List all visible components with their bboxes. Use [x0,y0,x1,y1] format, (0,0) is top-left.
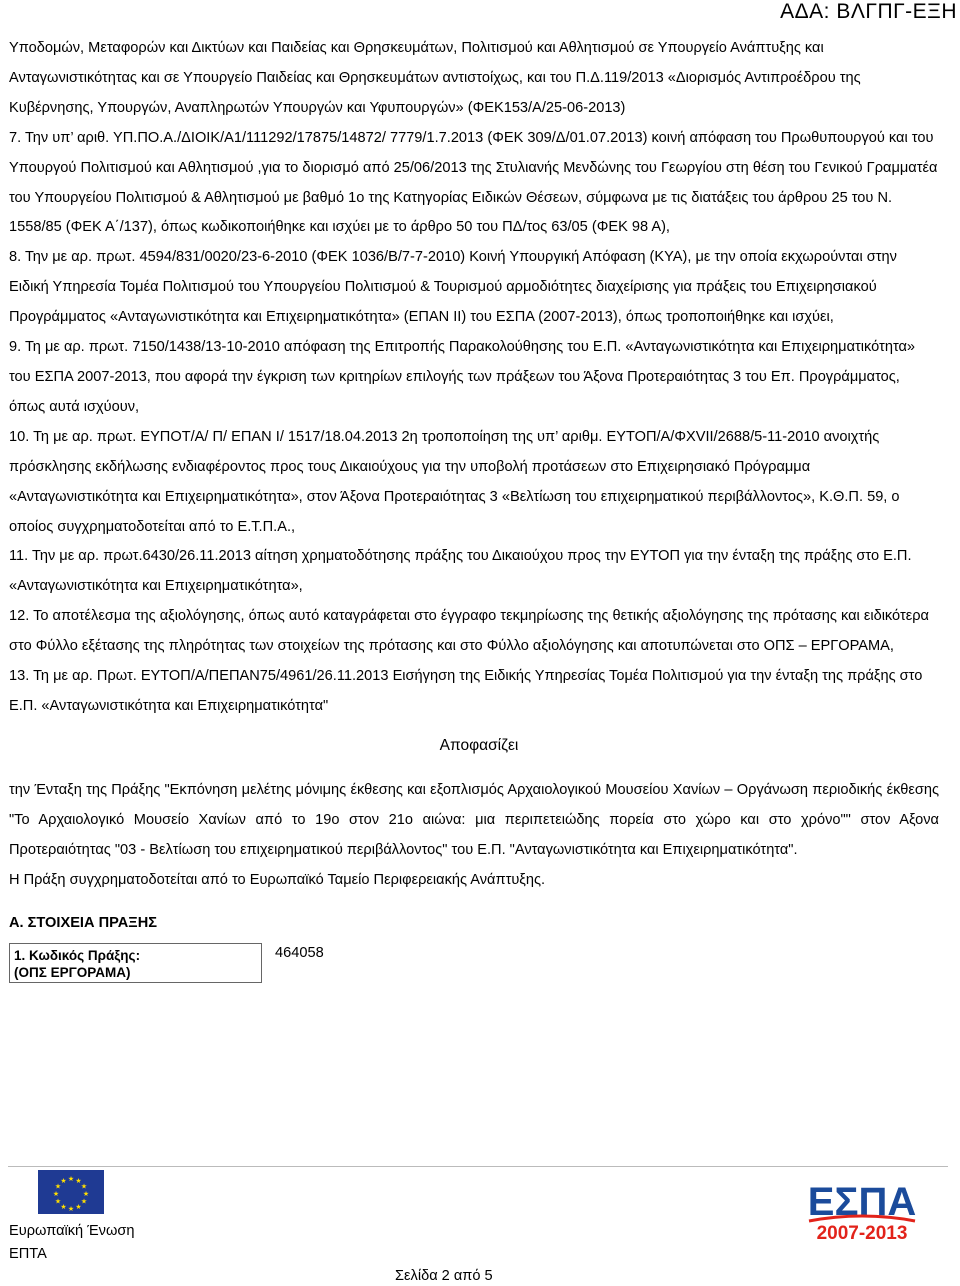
paragraph-10: 10. Τη με αρ. πρωτ. ΕΥΠΟΤ/Α/ Π/ ΕΠΑΝ Ι/ 1517/18.04.2013 2η τροποποίηση της υπ’ αριθμ. ΕΥΤΟΠ/Α/ΦΧVII/2688/5-11-2010 ανοιχτής πρόσκλησης εκδήλωσης ενδιαφέροντος προς τους Δικαιούχους για την υποβολή προτάσεων στο Επιχειρησιακό Πρόγραμμα «Ανταγωνιστικότητα και Επιχειρηματικότητα», στον Άξονα Προτεραιότητας 3 «Βελτίωση του επιχειρηματικού περιβάλλοντος», Κ.Θ.Π. 59, ο οποίος συγχρηματοδοτείται από το Ε.Τ.Π.Α., [9,428,900,535]
eu-flag-icon [38,1170,104,1219]
svg-text:★: ★ [75,1203,82,1211]
paragraph-13: 13. Τη με αρ. Πρωτ. ΕΥΤΟΠ/Α/ΠΕΠΑΝ75/4961/26.11.2013 Εισήγηση της Ειδικής Υπηρεσίας Τομέα Πολιτισμού για την ένταξη της πράξης στο Ε.Π. «Ανταγωνιστικότητα και Επιχειρηματικότητα" [9,668,923,714]
svg-text:★: ★ [80,1182,88,1191]
european-union-label: Ευρωπαϊκή Ένωση [9,1223,135,1239]
svg-text:★: ★ [54,1182,62,1191]
project-code-label-line2: (ΟΠΣ ΕΡΓΟΡΑΜΑ) [14,965,131,981]
svg-text:★: ★ [75,1177,82,1185]
svg-text:★: ★ [60,1177,67,1185]
svg-text:★: ★ [60,1203,67,1211]
project-code-label [9,943,262,983]
espa-logo-years: 2007-2013 [816,1223,908,1244]
svg-text:★: ★ [54,1197,62,1206]
project-code-label-line1: 1. Κωδικός Πράξης: [14,948,141,964]
svg-text:★: ★ [52,1190,60,1198]
svg-text:★: ★ [67,1175,75,1183]
espa-logo [803,1171,921,1251]
decision-funding: Η Πράξη συγχρηματοδοτείται από το Ευρωπαϊκό Ταμείο Περιφερειακής Ανάπτυξης. [9,871,546,888]
ada-code: ΑΔΑ: ΒΛΓΠΓ-ΕΞΗ [780,0,957,23]
svg-text:★: ★ [82,1190,90,1198]
page-number: Σελίδα 2 από 5 [395,1268,493,1284]
svg-text:★: ★ [67,1205,75,1213]
eu-label [9,1220,134,1266]
svg-text:★: ★ [80,1197,88,1206]
paragraph-12: 12. Το αποτέλεσμα της αξιολόγησης, όπως αυτό καταγράφεται στο έγγραφο τεκμηρίωσης της θετικής αξιολόγησης της πρότασης και ειδικότερα στο Φύλλο εξέτασης της πληρότητας των στοιχείων της πρότασης και στο Φύλλο αξιολόγησης και αποτυπώνεται στο ΟΠΣ – ΕΡΓΟΡΑΜΑ, [9,608,929,655]
espa-label: ΕΠΤΑ [9,1246,47,1262]
document-body [9,34,939,985]
paragraph-11: 11. Την με αρ. πρωτ.6430/26.11.2013 αίτηση χρηματοδότησης πράξης του Δικαιούχου προς την ΕΥΤΟΠ για την ένταξη της πράξης στο Ε.Π. «Ανταγωνιστικότητα και Επιχειρηματικότητα», [9,548,912,595]
paragraph-8: 8. Την με αρ. πρωτ. 4594/831/0020/23-6-2010 (ΦΕΚ 1036/Β/7-7-2010) Κοινή Υπουργική Απόφαση (ΚΥΑ), με την οποία εκχωρούνται στην Ειδική Υπηρεσία Τομέα Πολιτισμού του Υπουργείου Πολιτισμού & Τουρισμού αρμοδιότητες διαχείρισης για πράξεις του Επιχειρησιακού Προγράμματος «Ανταγωνιστικότητα και Επιχειρηματικότητα» (ΕΠΑΝ ΙΙ) του ΕΣΠΑ (2007-2013), όπως τροποποιήθηκε και ισχύει, [9,249,897,326]
project-code-value: 464058 [275,945,324,962]
paragraph-9: 9. Τη με αρ. πρωτ. 7150/1438/13-10-2010 απόφαση της Επιτροπής Παρακολούθησης του Ε.Π. «Ανταγωνιστικότητα και Επιχειρηματικότητα» του ΕΣΠΑ 2007-2013, που αφορά την έγκριση των κριτηρίων επιλογής των πράξεων του Άξονα Προτεραιότητας 3 του Επ. Προγράμματος, όπως αυτά ισχύουν, [9,339,916,415]
footer-divider [8,1166,948,1167]
project-code-table [9,943,939,985]
paragraph-7: 7. Την υπ’ αριθ. ΥΠ.ΠΟ.Α./ΔΙΟΙΚ/Α1/111292/17875/14872/ 7779/1.7.2013 (ΦΕΚ 309/Δ/01.07.2013) κοινή απόφαση του Πρωθυπουργού και του Υπουργού Πολιτισμού και Αθλητισμού ,για το διορισμό από 25/06/2013 της Στυλιανής Μενδώνης του Γεωργίου στη θέση του Γενικού Γραμματέα του Υπουργείου Πολιτισμού & Αθλητισμού με βαθμό 1ο της Κατηγορίας Ειδικών Θέσεων, σύμφωνα με τις διατάξεις του άρθρου 25 του Ν. 1558/85 (ΦΕΚ Α΄/137), όπως κωδικοποιήθηκε και ισχύει με το άρθρο 50 του ΠΔ/τος 63/05 (ΦΕΚ 98 Α), [9,129,938,236]
decision-heading: Αποφασίζει [439,736,519,754]
section-a-title: Α. ΣΤΟΙΧΕΙΑ ΠΡΑΞΗΣ [9,915,157,932]
paragraph-6-continued: Υποδομών, Μεταφορών και Δικτύων και Παιδείας και Θρησκευμάτων, Πολιτισμού και Αθλητισμού σε Υπουργείο Ανάπτυξης και Ανταγωνιστικότητας και σε Υπουργείο Παιδείας και Θρησκευμάτων αντιστοίχως, και του Π.Δ.119/2013 «Διορισμός Αντιπροέδρου της Κυβέρνησης, Υπουργών, Αναπληρωτών Υπουργών και Υφυπουργών» (ΦΕΚ153/Α/25-06-2013) [9,40,861,116]
decision-text: την Ένταξη της Πράξης "Εκπόνηση μελέτης μόνιμης έκθεσης και εξοπλισμός Αρχαιολογικού Μουσείου Χανίων – Οργάνωση περιοδικής έκθεσης "Το Αρχαιολογικό Μουσείο Χανίων από το 19ο στον 21ο αιώνα: μια περιπετειώδης πορεία στο χώρο και στο χρόνο"" στον Αξονα Προτεραιότητας "03 - Βελτίωση του επιχειρηματικού περιβάλλοντος" του Ε.Π. "Ανταγωνιστικότητα και Επιχειρηματικότητα". [9,781,939,858]
espa-logo-text: ΕΣΠΑ [807,1180,917,1224]
